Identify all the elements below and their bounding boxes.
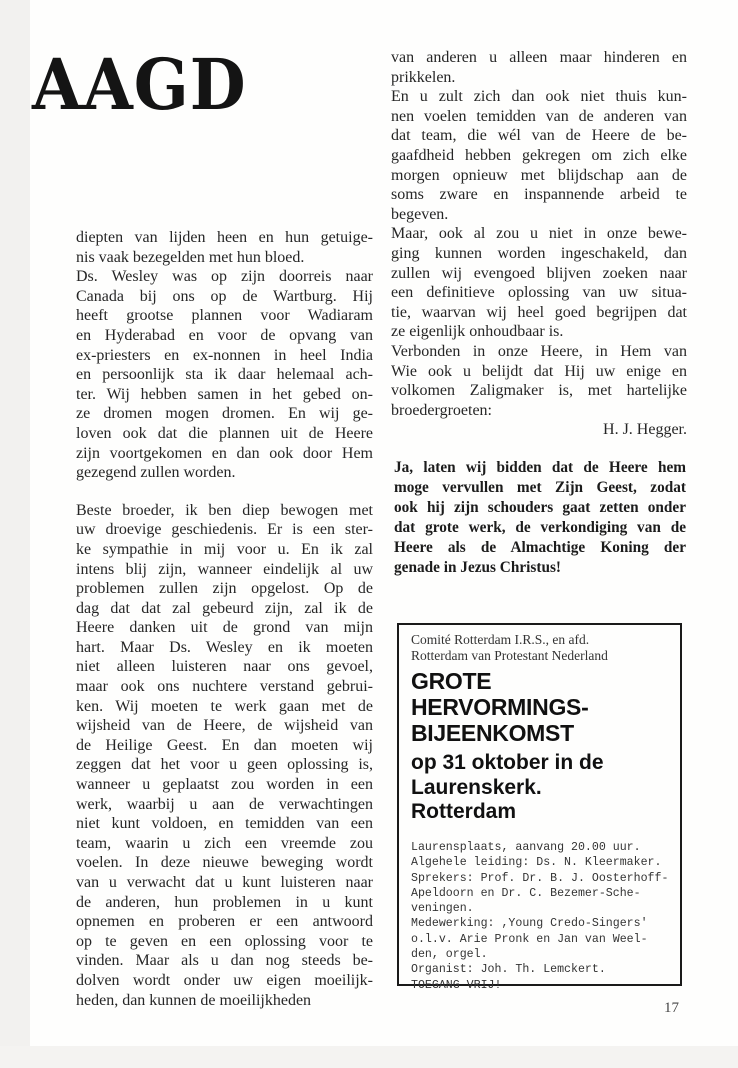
text-line: problemen zullen zijn opgelost. Op de bbox=[76, 580, 373, 598]
text-line: wijsheid van de Heere, de wijsheid van bbox=[76, 717, 373, 735]
text-line: niet alleen luisteren naar ons gevoel, bbox=[76, 658, 373, 676]
scan-bottom-margin bbox=[0, 1046, 738, 1068]
text-line: uw droevige geschiedenis. Er is een ster- bbox=[76, 521, 373, 539]
paragraph bbox=[391, 342, 687, 420]
text-line: diepten van lijden heen en hun getuige- bbox=[76, 229, 373, 246]
text-line: Heere danken uit de grond van mijn bbox=[76, 619, 373, 637]
ad-title-line: HERVORMINGS- bbox=[411, 694, 589, 720]
text-line: morgen opnieuw met blijdschap aan de bbox=[391, 166, 687, 184]
right-column bbox=[391, 48, 687, 440]
bold-line: dat grote werk, de verkondiging van de bbox=[394, 519, 686, 536]
text-line: dat team, die wél van de Heere de be- bbox=[391, 127, 687, 145]
article-heading-fragment: AAGD bbox=[32, 43, 247, 126]
ad-organizer bbox=[411, 632, 669, 664]
text-line: ken. Wij moeten te werk gaan met de bbox=[76, 697, 373, 715]
text-line: van anderen u alleen maar hinderen en bbox=[391, 49, 687, 66]
text-line: En u zult zich dan ook niet thuis kun- bbox=[391, 88, 687, 106]
text-line: van u verwacht dat u kunt luisteren naar bbox=[76, 874, 373, 891]
text-line: de Heilige Geest. En dan moeten wij bbox=[76, 736, 373, 754]
scan-margin bbox=[0, 0, 30, 1068]
text-line: niet kunt voldoen, en temidden van een bbox=[76, 815, 373, 833]
text-line: voelen. In deze nieuwe beweging wordt bbox=[76, 854, 373, 872]
text-line: Canada bij ons op de Wartburg. Hij bbox=[76, 287, 373, 305]
text-line: soms zware en inspannende arbeid te bbox=[391, 186, 687, 204]
text-line: zeggen dat het voor u geen oplossing is, bbox=[76, 756, 373, 774]
ad-date-line: Rotterdam bbox=[411, 800, 517, 823]
text-line: de anderen, hun problemen in u kunt bbox=[76, 893, 373, 911]
ad-title-line: BIJEENKOMST bbox=[411, 720, 574, 746]
text-line: Verbonden in onze Heere, in Hem van bbox=[391, 342, 687, 360]
text-line: prikkelen. bbox=[391, 68, 456, 86]
paragraph bbox=[391, 87, 687, 224]
text-line: heden, dan kunnen de moeilijkheden bbox=[76, 991, 312, 1009]
text-line: en persoonlijk sta ik daar helemaal ach- bbox=[76, 366, 373, 384]
text-line: dag dat dat zal gebeurd zijn, zal ik de bbox=[76, 599, 373, 617]
right-column-body bbox=[391, 48, 687, 420]
ad-title bbox=[411, 668, 673, 746]
text-line: ze dromen mogen dromen. En wij ge- bbox=[76, 405, 373, 423]
text-line: ze eigenlijk onhoudbaar is. bbox=[391, 323, 564, 341]
text-line: ging kunnen worden ingeschakeld, dan bbox=[391, 244, 687, 262]
bold-line: moge vervullen met Zijn Geest, zodat bbox=[394, 479, 686, 496]
ad-header-line: Rotterdam van Protestant Nederland bbox=[411, 648, 608, 663]
ad-info-line: o.l.v. Arie Pronk en Jan van Weel- bbox=[411, 932, 648, 946]
ad-details bbox=[411, 840, 673, 993]
ad-info-line: den, orgel. bbox=[411, 948, 488, 962]
text-line: dolven wordt onder uw eigen moeilijk- bbox=[76, 971, 373, 989]
text-line: gaafdheid hebben gekregen om zich elke bbox=[391, 146, 687, 164]
text-line: tie, waarvan wij heel goed begrijpen dat bbox=[391, 303, 687, 321]
text-line: ex-priesters en ex-nonnen in heel India bbox=[76, 346, 373, 364]
ad-info-line: veningen. bbox=[411, 902, 474, 916]
text-line: hart. Maar Ds. Wesley en ik moeten bbox=[76, 638, 373, 656]
bold-line: Heere als de Almachtige Koning der bbox=[394, 539, 686, 556]
paragraph bbox=[76, 267, 373, 483]
paragraph bbox=[391, 224, 687, 342]
ad-info-line: Laurensplaats, aanvang 20.00 uur. bbox=[411, 841, 641, 854]
text-line: werk, waarbij u aan de verwachtingen bbox=[76, 795, 373, 813]
text-line: gezegend zullen worden. bbox=[76, 464, 236, 482]
paragraph bbox=[76, 501, 373, 1010]
closing-prayer-paragraph bbox=[394, 458, 686, 578]
paragraph bbox=[391, 48, 687, 87]
text-line: Beste broeder, ik ben diep bewogen met bbox=[76, 501, 373, 519]
text-line: heeft grootse plannen voor Wadiaram bbox=[76, 307, 373, 325]
ad-header-line: Comité Rotterdam I.R.S., en afd. bbox=[411, 632, 590, 647]
text-line: intens blij zijn, wanneer eindelijk al uw bbox=[76, 560, 373, 578]
text-line: team, waarin u zich een vreemde zou bbox=[76, 834, 373, 852]
text-line: maar ook ons nuchtere verstand gebrui- bbox=[76, 678, 373, 696]
signature: H. J. Hegger. bbox=[603, 421, 687, 439]
ad-info-line: TOEGANG VRIJ! bbox=[411, 978, 502, 992]
text-line: ter. Wij hebben samen in het gebed on- bbox=[76, 385, 373, 403]
text-line: een definitieve oplossing van uw situa- bbox=[391, 284, 687, 302]
text-line: Maar, ook al zou u niet in onze bewe- bbox=[391, 225, 687, 243]
ad-date-line: op 31 oktober in de bbox=[411, 751, 604, 774]
text-line: Wie ook u belijdt dat Hij uw enige en bbox=[391, 362, 687, 380]
ad-info-line: Medewerking: ,Young Credo-Singers' bbox=[411, 917, 648, 931]
text-line: begeven. bbox=[391, 205, 449, 223]
event-announcement-box bbox=[397, 623, 682, 992]
text-line: op te geven en een oplossing voor te bbox=[76, 932, 373, 950]
text-line: opnemen en proberen er een antwoord bbox=[76, 913, 373, 931]
ad-info-line: Sprekers: Prof. Dr. B. J. Oosterhoff- bbox=[411, 871, 669, 885]
left-column bbox=[76, 228, 373, 1010]
ad-date-location bbox=[411, 751, 673, 825]
text-line: Ds. Wesley was op zijn doorreis naar bbox=[76, 268, 373, 286]
text-line: en Hyderabad en voor de opvang van bbox=[76, 326, 373, 344]
text-line: zijn voortgekomen en dan ook door Hem bbox=[76, 444, 373, 462]
ad-info-line: Organist: Joh. Th. Lemckert. bbox=[411, 963, 606, 977]
text-line: broedergroeten: bbox=[391, 401, 492, 419]
text-line: vinden. Maar als u dan nog steeds be- bbox=[76, 952, 373, 970]
ad-title-line: GROTE bbox=[411, 668, 492, 694]
text-line: ke sympathie in mij voor u. En ik zal bbox=[76, 540, 373, 558]
text-line: zullen wij evengoed blijven zoeken naar bbox=[391, 264, 687, 282]
paragraph bbox=[76, 228, 373, 267]
ad-info-line: Algehele leiding: Ds. N. Kleermaker. bbox=[411, 856, 662, 870]
text-line: wanneer u geplaatst zou worden in een bbox=[76, 776, 373, 794]
ad-date-line: Laurenskerk. bbox=[411, 775, 542, 799]
text-line: nen voelen temidden van de anderen van bbox=[391, 107, 687, 125]
bold-line: genade in Jezus Christus! bbox=[394, 559, 562, 576]
page-number: 17 bbox=[664, 1000, 679, 1016]
text-line: volkomen Zaligmaker is, met hartelijke bbox=[391, 382, 687, 400]
bold-line: Ja, laten wij bidden dat de Heere hem bbox=[394, 459, 686, 476]
text-line: nis vaak bezegelden met hun bloed. bbox=[76, 248, 305, 266]
bold-line: ook hij zijn schouders gaat zetten onder bbox=[394, 499, 686, 516]
ad-info-line: Apeldoorn en Dr. C. Bezemer-Sche- bbox=[411, 886, 641, 900]
text-line: loven ook dat die plannen uit de Heere bbox=[76, 424, 373, 442]
